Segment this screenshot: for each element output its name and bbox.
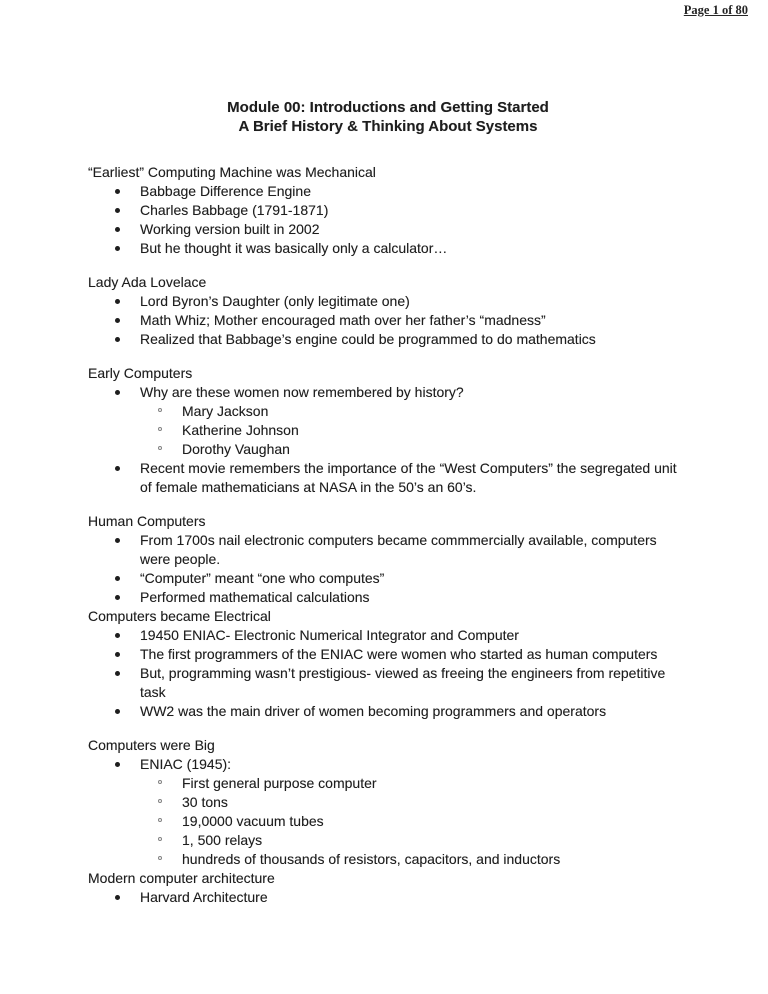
bullet-text: Working version built in 2002	[140, 221, 320, 237]
bullet-text: From 1700s nail electronic computers became commmercially available, computers were people.	[140, 532, 657, 567]
bullet-item	[88, 383, 688, 402]
document-title	[88, 98, 688, 136]
bullet-text: Performed mathematical calculations	[140, 589, 370, 605]
bullet-text: 1, 500 relays	[182, 832, 263, 848]
bullet-item	[88, 812, 688, 831]
disc-bullet-icon	[115, 466, 120, 471]
bullet-item	[88, 588, 688, 607]
bullet-text: Why are these women now remembered by history?	[140, 384, 464, 400]
bullet-text: WW2 was the main driver of women becoming programmers and operators	[140, 703, 607, 719]
disc-bullet-icon	[115, 671, 120, 676]
bullet-item	[88, 793, 688, 812]
circle-bullet-icon	[158, 818, 162, 822]
section-heading: “Earliest” Computing Machine was Mechanical	[88, 164, 376, 180]
disc-bullet-icon	[115, 337, 120, 342]
title-line-1: Module 00: Introductions and Getting Started	[227, 99, 549, 116]
bullet-item	[88, 201, 688, 220]
disc-bullet-icon	[115, 538, 120, 543]
bullet-text: But he thought it was basically only a calculator…	[140, 240, 448, 256]
disc-bullet-icon	[115, 633, 120, 638]
bullet-text: Recent movie remembers the importance of the “West Computers” the segregated unit of female mathematicians at NASA in the 50’s an 60’s.	[140, 460, 677, 495]
disc-bullet-icon	[115, 576, 120, 581]
bullet-text: hundreds of thousands of resistors, capacitors, and inductors	[182, 851, 561, 867]
bullet-item	[88, 182, 688, 201]
section-heading: Early Computers	[88, 365, 193, 381]
disc-bullet-icon	[115, 895, 120, 900]
disc-bullet-icon	[115, 318, 120, 323]
bullet-item	[88, 702, 688, 721]
bullet-text: Mary Jackson	[182, 403, 269, 419]
bullet-item	[88, 645, 688, 664]
bullet-text: Lord Byron’s Daughter (only legitimate one)	[140, 293, 410, 309]
section-heading: Modern computer architecture	[88, 870, 275, 886]
circle-bullet-icon	[158, 780, 162, 784]
page-number: Page 1 of 80	[683, 3, 748, 17]
bullet-text: Charles Babbage (1791-1871)	[140, 202, 329, 218]
bullet-item	[88, 459, 688, 497]
circle-bullet-icon	[158, 856, 162, 860]
bullet-item	[88, 850, 688, 869]
section-modern-architecture	[88, 869, 688, 907]
circle-bullet-icon	[158, 408, 162, 412]
bullet-item	[88, 330, 688, 349]
bullet-item	[88, 888, 688, 907]
bullet-text: First general purpose computer	[182, 775, 377, 791]
bullet-item	[88, 569, 688, 588]
bullet-item	[88, 755, 688, 774]
section-heading: Computers were Big	[88, 737, 215, 753]
bullet-text: Realized that Babbage’s engine could be programmed to do mathematics	[140, 331, 596, 347]
bullet-item	[88, 440, 688, 459]
circle-bullet-icon	[158, 799, 162, 803]
bullet-item	[88, 831, 688, 850]
circle-bullet-icon	[158, 446, 162, 450]
bullet-text: 19,0000 vacuum tubes	[182, 813, 324, 829]
bullet-text: But, programming wasn’t prestigious- viewed as freeing the engineers from repetitive task	[140, 665, 666, 700]
bullet-item	[88, 311, 688, 330]
circle-bullet-icon	[158, 427, 162, 431]
bullet-item	[88, 292, 688, 311]
section-earliest-computing	[88, 163, 688, 258]
bullet-text: 30 tons	[182, 794, 228, 810]
bullet-text: Dorothy Vaughan	[182, 441, 290, 457]
bullet-text: The first programmers of the ENIAC were women who started as human computers	[140, 646, 658, 662]
section-human-computers	[88, 512, 688, 607]
bullet-item	[88, 531, 688, 569]
bullet-text: Babbage Difference Engine	[140, 183, 311, 199]
section-heading: Human Computers	[88, 513, 206, 529]
disc-bullet-icon	[115, 246, 120, 251]
document-body	[88, 98, 688, 907]
section-heading: Computers became Electrical	[88, 608, 271, 624]
disc-bullet-icon	[115, 595, 120, 600]
disc-bullet-icon	[115, 189, 120, 194]
bullet-item	[88, 664, 688, 702]
bullet-text: 19450 ENIAC- Electronic Numerical Integrator and Computer	[140, 627, 519, 643]
bullet-text: “Computer” meant “one who computes”	[140, 570, 385, 586]
disc-bullet-icon	[115, 227, 120, 232]
bullet-item	[88, 421, 688, 440]
section-ada-lovelace	[88, 273, 688, 349]
disc-bullet-icon	[115, 709, 120, 714]
disc-bullet-icon	[115, 652, 120, 657]
bullet-item	[88, 220, 688, 239]
title-line-2: A Brief History & Thinking About Systems	[238, 118, 538, 135]
bullet-text: Math Whiz; Mother encouraged math over her father’s “madness”	[140, 312, 546, 328]
disc-bullet-icon	[115, 390, 120, 395]
disc-bullet-icon	[115, 299, 120, 304]
section-early-computers	[88, 364, 688, 497]
bullet-item	[88, 239, 688, 258]
circle-bullet-icon	[158, 837, 162, 841]
bullet-text: ENIAC (1945):	[140, 756, 232, 772]
bullet-item	[88, 402, 688, 421]
section-heading: Lady Ada Lovelace	[88, 274, 207, 290]
bullet-text: Katherine Johnson	[182, 422, 299, 438]
bullet-item	[88, 626, 688, 645]
bullet-item	[88, 774, 688, 793]
section-computers-electrical	[88, 607, 688, 721]
section-computers-were-big	[88, 736, 688, 869]
disc-bullet-icon	[115, 208, 120, 213]
bullet-text: Harvard Architecture	[140, 889, 268, 905]
disc-bullet-icon	[115, 762, 120, 767]
